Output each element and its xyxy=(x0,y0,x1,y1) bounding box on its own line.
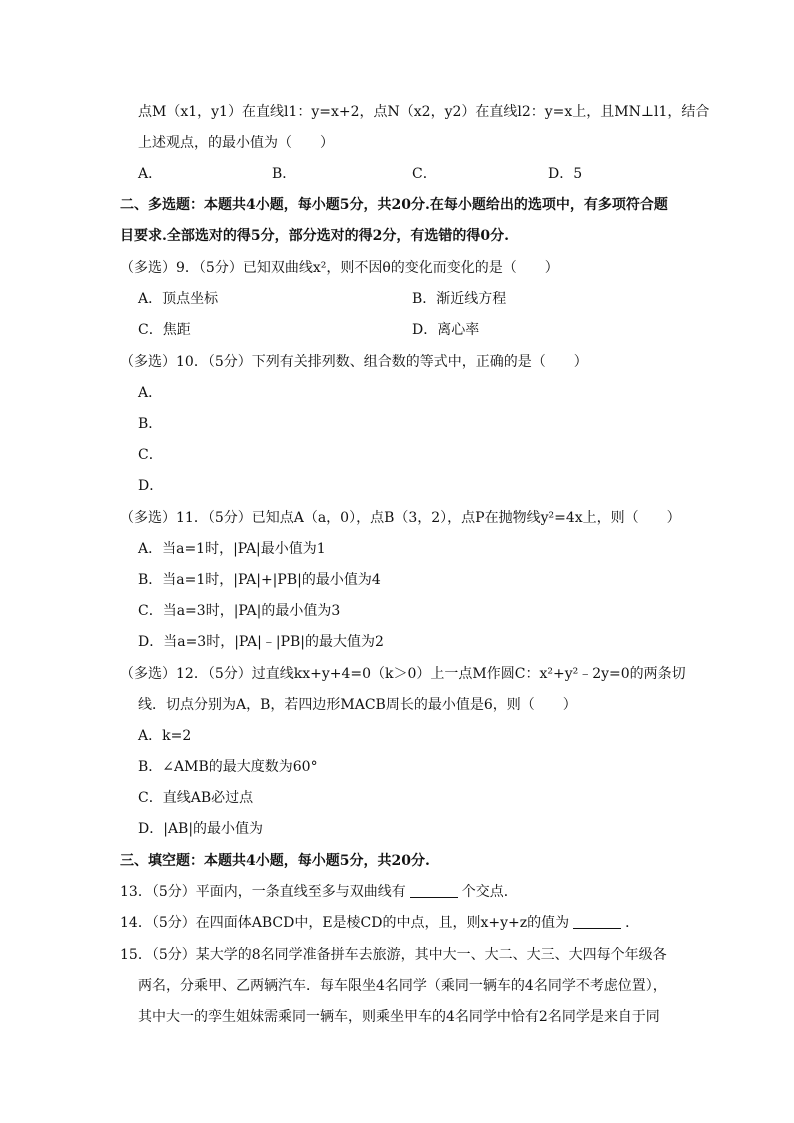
q15-line3: 其中大一的孪生姐妹需乘同一辆车，则乘坐甲车的4名同学中恰有2名同学是来自于同 xyxy=(138,1009,660,1025)
q9-option-b: B．渐近线方程 xyxy=(412,291,507,307)
q11-option-c: C．当a=3时，|PA|的最小值为3 xyxy=(138,603,341,619)
q12-option-c: C．直线AB必过点 xyxy=(138,790,254,806)
q9-stem: （多选）9．（5分）已知双曲线x²，则不因θ的变化而变化的是（ ） xyxy=(120,260,559,276)
q10-option-b: B． xyxy=(138,416,163,432)
q8-option-d: D．5 xyxy=(548,166,583,182)
q10-stem: （多选）10．（5分）下列有关排列数、组合数的等式中，正确的是（ ） xyxy=(120,354,588,370)
q15-line2: 两名，分乘甲、乙两辆汽车．每车限坐4名同学（乘同一辆车的4名同学不考虑位置）， xyxy=(138,978,667,994)
section3-heading: 三、填空题：本题共4小题，每小题5分，共20分. xyxy=(120,853,430,869)
q11-option-a: A．当a=1时，|PA|最小值为1 xyxy=(138,541,326,557)
q14-text-after-blank: ． xyxy=(625,915,640,931)
section2-heading-line1: 二、多选题：本题共4小题，每小题5分，共20分.在每小题给出的选项中，有多项符合题 xyxy=(120,197,668,213)
q8-line1: 点M（x1，y1）在直线l1：y=x+2，点N（x2，y2）在直线l2：y=x上，且MN⊥l1，结合 xyxy=(138,104,710,120)
q14 xyxy=(120,913,639,933)
q14-answer-blank xyxy=(573,914,621,929)
q8-option-b: B． xyxy=(272,166,297,182)
q10-option-c: C． xyxy=(138,447,163,463)
q12-option-b: B．∠AMB的最大度数为60° xyxy=(138,759,318,775)
q8-line2: 上述观点，的最小值为（ ） xyxy=(138,135,334,151)
q9-option-c: C．焦距 xyxy=(138,322,191,338)
q14-text-before-blank: 14．（5分）在四面体ABCD中，E是棱CD的中点，且，则x+y+z的值为 xyxy=(120,915,570,931)
q13-answer-blank xyxy=(410,883,458,898)
q13-text-before-blank: 13．（5分）平面内，一条直线至多与双曲线有 xyxy=(120,884,406,900)
q11-option-d: D．当a=3时，|PA|﹣|PB|的最大值为2 xyxy=(138,634,384,650)
q9-option-a: A．顶点坐标 xyxy=(138,291,219,307)
q12-stem-line1: （多选）12．（5分）过直线kx+y+4=0（k＞0）上一点M作圆C：x²+y²﹣2y=0的两条切 xyxy=(120,666,686,682)
section2-heading-line2: 目要求.全部选对的得5分，部分选对的得2分，有选错的得0分. xyxy=(120,228,509,244)
q15-line1: 15．（5分）某大学的8名同学准备拼车去旅游，其中大一、大二、大三、大四每个年级各 xyxy=(120,947,667,963)
q9-option-d: D．离心率 xyxy=(412,322,480,338)
q10-option-d: D． xyxy=(138,478,164,494)
q11-stem: （多选）11．（5分）已知点A（a，0），点B（3，2），点P在抛物线y²=4x上，则（ ） xyxy=(120,510,681,526)
q8-option-c: C． xyxy=(412,166,437,182)
q11-option-b: B．当a=1时，|PA|+|PB|的最小值为4 xyxy=(138,572,381,588)
q13 xyxy=(120,882,518,902)
q13-text-after-blank: 个交点． xyxy=(461,884,518,900)
q12-stem-line2: 线．切点分别为A，B，若四边形MACB周长的最小值是6，则（ ） xyxy=(138,697,577,713)
q10-option-a: A． xyxy=(138,385,163,401)
q8-option-a: A． xyxy=(138,166,163,182)
q12-option-a: A．k=2 xyxy=(138,728,192,744)
q12-option-d: D．|AB|的最小值为 xyxy=(138,821,264,837)
